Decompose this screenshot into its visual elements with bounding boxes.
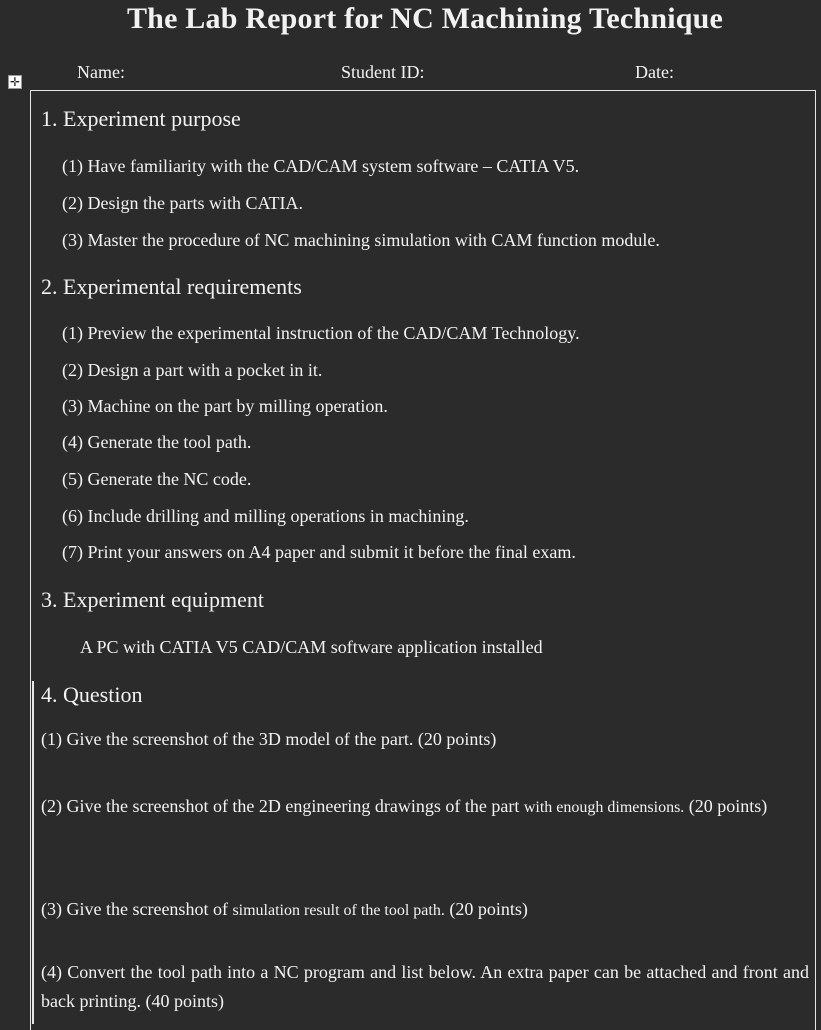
question-1: (1) Give the screenshot of the 3D model of the part. (20 points) <box>41 729 497 749</box>
question-3-points: (20 points) <box>449 899 528 919</box>
question-2-points: (20 points) <box>688 796 768 816</box>
list-item: (5) Generate the NC code. <box>62 469 252 489</box>
list-item: (3) Machine on the part by milling operation. <box>62 396 388 416</box>
list-item: (1) Preview the experimental instruction of the CAD/CAM Technology. <box>62 323 580 343</box>
student-id-label: Student ID: <box>341 62 425 82</box>
section-heading: 4. Question <box>41 682 143 707</box>
section-heading: 1. Experiment purpose <box>41 106 241 131</box>
list-item: (2) Design a part with a pocket in it. <box>62 360 323 380</box>
document-title: The Lab Report for NC Machining Technique <box>126 2 724 35</box>
list-item: (6) Include drilling and milling operations in machining. <box>62 506 469 526</box>
section-heading: 3. Experiment equipment <box>41 587 264 612</box>
question-3-small: simulation result of the tool path. <box>232 902 445 919</box>
question-4: (4) Convert the tool path into a NC program and list below. An extra paper can be attached and front and back printing. (40 points) <box>41 962 809 1011</box>
table-cell-divider <box>32 681 34 1024</box>
list-item: (1) Have familiarity with the CAD/CAM system software – CATIA V5. <box>62 156 580 176</box>
list-item: (2) Design the parts with CATIA. <box>62 193 303 213</box>
question-3-main: (3) Give the screenshot of <box>41 899 228 919</box>
table-move-handle-icon[interactable]: ✛ <box>9 75 21 89</box>
question-3 <box>41 899 528 920</box>
list-item: (3) Master the procedure of NC machining simulation with CAM function module. <box>62 230 660 250</box>
date-label: Date: <box>635 62 674 82</box>
question-2-small: with enough dimensions. <box>523 799 685 816</box>
list-item: (4) Generate the tool path. <box>62 432 252 452</box>
question-2 <box>41 792 809 822</box>
section-heading: 2. Experimental requirements <box>41 274 302 299</box>
question-2-main: (2) Give the screenshot of the 2D engineering drawings of the part <box>41 796 520 816</box>
name-label: Name: <box>77 62 125 82</box>
equipment-text: A PC with CATIA V5 CAD/CAM software application installed <box>80 637 543 657</box>
list-item: (7) Print your answers on A4 paper and submit it before the final exam. <box>62 542 576 562</box>
